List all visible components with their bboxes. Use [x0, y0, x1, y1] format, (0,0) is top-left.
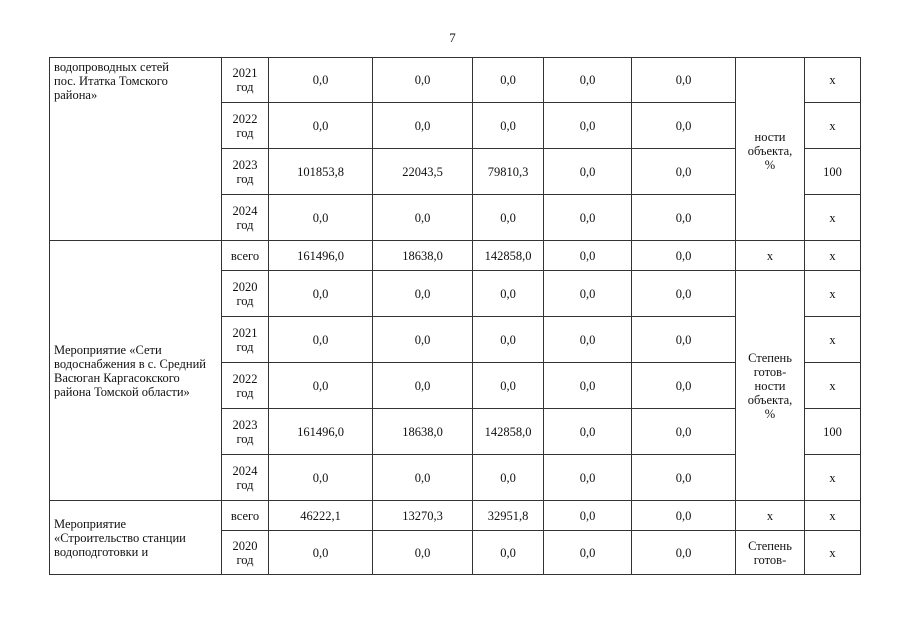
value-cell: 0,0	[544, 317, 632, 363]
target-cell: х	[805, 363, 861, 409]
target-cell: 100	[805, 149, 861, 195]
value-cell: 0,0	[269, 455, 373, 501]
value-cell: 0,0	[544, 409, 632, 455]
target-cell: х	[805, 455, 861, 501]
year-cell: 2022 год	[222, 103, 269, 149]
value-cell: 0,0	[544, 501, 632, 531]
value-cell: 22043,5	[373, 149, 473, 195]
value-cell: 0,0	[544, 149, 632, 195]
event-name: водопроводных сетей пос. Итатка Томского района»	[50, 58, 222, 241]
value-cell: 0,0	[269, 195, 373, 241]
value-cell: 0,0	[544, 363, 632, 409]
value-cell: 0,0	[632, 58, 736, 103]
target-cell: х	[805, 241, 861, 271]
value-cell: 0,0	[544, 241, 632, 271]
value-cell: 0,0	[373, 271, 473, 317]
indicator-cell: х	[736, 241, 805, 271]
value-cell: 0,0	[632, 409, 736, 455]
value-cell: 0,0	[373, 103, 473, 149]
value-cell: 79810,3	[473, 149, 544, 195]
value-cell: 0,0	[473, 317, 544, 363]
value-cell: 101853,8	[269, 149, 373, 195]
value-cell: 0,0	[473, 271, 544, 317]
value-cell: 0,0	[632, 455, 736, 501]
value-cell: 0,0	[373, 317, 473, 363]
event-name: Мероприятие «Сети водоснабжения в с. Средний Васюган Каргасокского района Томской области»	[50, 241, 222, 501]
year-cell: 2024 год	[222, 455, 269, 501]
table-row-total	[50, 501, 861, 531]
target-cell: 100	[805, 409, 861, 455]
value-cell: 0,0	[473, 58, 544, 103]
value-cell: 0,0	[473, 195, 544, 241]
value-cell: 161496,0	[269, 409, 373, 455]
year-cell: 2023 год	[222, 149, 269, 195]
target-cell: х	[805, 195, 861, 241]
value-cell: 0,0	[632, 149, 736, 195]
value-cell: 0,0	[544, 195, 632, 241]
value-cell: 18638,0	[373, 409, 473, 455]
value-cell: 0,0	[632, 195, 736, 241]
target-cell: х	[805, 317, 861, 363]
year-cell: всего	[222, 501, 269, 531]
value-cell: 0,0	[632, 531, 736, 575]
page-number: 7	[449, 30, 456, 45]
value-cell: 0,0	[373, 195, 473, 241]
indicator-cell: х	[736, 501, 805, 531]
value-cell: 0,0	[373, 455, 473, 501]
target-cell: х	[805, 58, 861, 103]
value-cell: 0,0	[544, 531, 632, 575]
value-cell: 0,0	[632, 363, 736, 409]
value-cell: 0,0	[473, 531, 544, 575]
year-cell: 2020 год	[222, 531, 269, 575]
table-row	[50, 58, 861, 103]
table-row-total	[50, 241, 861, 271]
value-cell: 0,0	[473, 455, 544, 501]
target-cell: х	[805, 531, 861, 575]
value-cell: 0,0	[632, 501, 736, 531]
value-cell: 0,0	[473, 103, 544, 149]
year-cell: 2021 год	[222, 58, 269, 103]
target-cell: х	[805, 501, 861, 531]
value-cell: 0,0	[269, 363, 373, 409]
indicator-name: Степень готов-	[736, 531, 805, 575]
value-cell: 0,0	[544, 103, 632, 149]
target-cell: х	[805, 103, 861, 149]
value-cell: 0,0	[269, 58, 373, 103]
indicator-name: ности объекта, %	[736, 58, 805, 241]
value-cell: 0,0	[632, 317, 736, 363]
target-cell: х	[805, 271, 861, 317]
value-cell: 18638,0	[373, 241, 473, 271]
value-cell: 0,0	[473, 363, 544, 409]
year-cell: всего	[222, 241, 269, 271]
value-cell: 0,0	[632, 241, 736, 271]
budget-table	[49, 57, 861, 575]
value-cell: 0,0	[632, 271, 736, 317]
indicator-name: Степень готов- ности объекта, %	[736, 271, 805, 501]
value-cell: 46222,1	[269, 501, 373, 531]
value-cell: 0,0	[373, 58, 473, 103]
value-cell: 0,0	[544, 58, 632, 103]
value-cell: 0,0	[269, 271, 373, 317]
value-cell: 142858,0	[473, 241, 544, 271]
value-cell: 32951,8	[473, 501, 544, 531]
value-cell: 0,0	[544, 455, 632, 501]
year-cell: 2022 год	[222, 363, 269, 409]
value-cell: 0,0	[544, 271, 632, 317]
value-cell: 0,0	[632, 103, 736, 149]
value-cell: 0,0	[373, 363, 473, 409]
value-cell: 0,0	[269, 317, 373, 363]
year-cell: 2021 год	[222, 317, 269, 363]
year-cell: 2020 год	[222, 271, 269, 317]
value-cell: 161496,0	[269, 241, 373, 271]
event-name: Мероприятие «Строительство станции водоподготовки и	[50, 501, 222, 575]
value-cell: 13270,3	[373, 501, 473, 531]
year-cell: 2023 год	[222, 409, 269, 455]
value-cell: 0,0	[373, 531, 473, 575]
value-cell: 142858,0	[473, 409, 544, 455]
value-cell: 0,0	[269, 103, 373, 149]
year-cell: 2024 год	[222, 195, 269, 241]
value-cell: 0,0	[269, 531, 373, 575]
